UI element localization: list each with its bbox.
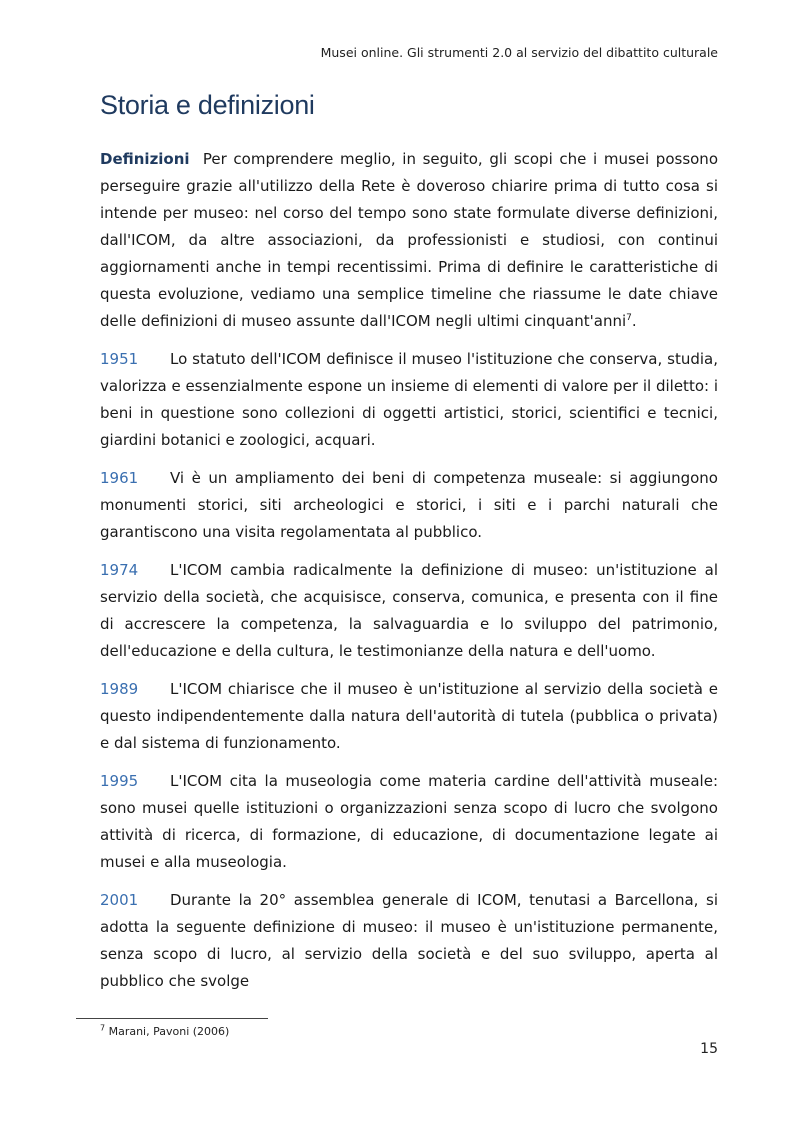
timeline-year: 1974 [100, 561, 139, 579]
intro-text: Per comprendere meglio, in seguito, gli scopi che i musei possono perseguire grazie all'utilizzo della Rete è doveroso chiarire prima di tutto cosa si intende per museo: nel corso del tempo sono state formulate diverse definizioni, dall'ICOM, da altre associazioni, da professionisti e studiosi, con continui aggiornamenti anche in tempi recentissimi. Prima di definire le caratteristiche di questa evoluzione, vediamo una semplice timeline che riassume le date chiave delle definizioni di museo assunte dall'ICOM negli ultimi cinquant'anni [100, 150, 718, 330]
page-number: 15 [700, 1041, 718, 1057]
intro-label: Definizioni [100, 150, 190, 168]
body-text [100, 146, 718, 1006]
timeline-text: Vi è un ampliamento dei beni di competenza museale: si aggiungono monumenti storici, siti archeologici e storici, i siti e i parchi naturali che garantiscono una visita regolamentata al pubblico. [100, 469, 718, 541]
timeline-entry [100, 465, 718, 546]
section-title: Storia e definizioni [100, 90, 315, 120]
timeline-entry [100, 346, 718, 454]
footnote-divider [76, 1018, 268, 1019]
running-header: Musei online. Gli strumenti 2.0 al servizio del dibattito culturale [320, 45, 718, 60]
intro-paragraph [100, 146, 718, 335]
timeline-text: L'ICOM cita la museologia come materia cardine dell'attività museale: sono musei quelle istituzioni o organizzazioni senza scopo di lucro che svolgono attività di ricerca, di formazione, di educazione, di documentazione legate ai musei e alla museologia. [100, 772, 718, 871]
footnote-text: Marani, Pavoni (2006) [108, 1025, 230, 1038]
footnote-reference[interactable]: 7 [626, 313, 632, 323]
timeline-year: 1995 [100, 772, 139, 790]
timeline-text: Durante la 20° assemblea generale di ICOM, tenutasi a Barcellona, si adotta la seguente definizione di museo: il museo è un'istituzione permanente, senza scopo di lucro, al servizio della società e del suo sviluppo, aperta al pubblico che svolge [100, 891, 718, 990]
timeline-entry [100, 887, 718, 995]
timeline-entry [100, 676, 718, 757]
timeline-year: 2001 [100, 891, 139, 909]
timeline-year: 1989 [100, 680, 139, 698]
timeline-entry [100, 768, 718, 876]
timeline-entry [100, 557, 718, 665]
timeline-year: 1951 [100, 350, 139, 368]
footnote [100, 1025, 229, 1038]
timeline-text: L'ICOM chiarisce che il museo è un'istituzione al servizio della società e questo indipendentemente dalla natura dell'autorità di tutela (pubblica o privata) e dal sistema di funzionamento. [100, 680, 718, 752]
timeline-text: Lo statuto dell'ICOM definisce il museo l'istituzione che conserva, studia, valorizza e essenzialmente espone un insieme di elementi di valore per il diletto: i beni in questione sono collezioni di oggetti artistici, storici, scientifici e tecnici, giardini botanici e zoologici, acquari. [100, 350, 718, 449]
timeline-year: 1961 [100, 469, 139, 487]
intro-end: . [631, 312, 637, 330]
footnote-number: 7 [100, 1023, 106, 1033]
timeline-text: L'ICOM cambia radicalmente la definizione di museo: un'istituzione al servizio della società, che acquisisce, conserva, comunica, e presenta con il fine di accrescere la competenza, la salvaguardia e lo sviluppo del patrimonio, dell'educazione e della cultura, le testimonianze della natura e dell'uomo. [100, 561, 718, 660]
